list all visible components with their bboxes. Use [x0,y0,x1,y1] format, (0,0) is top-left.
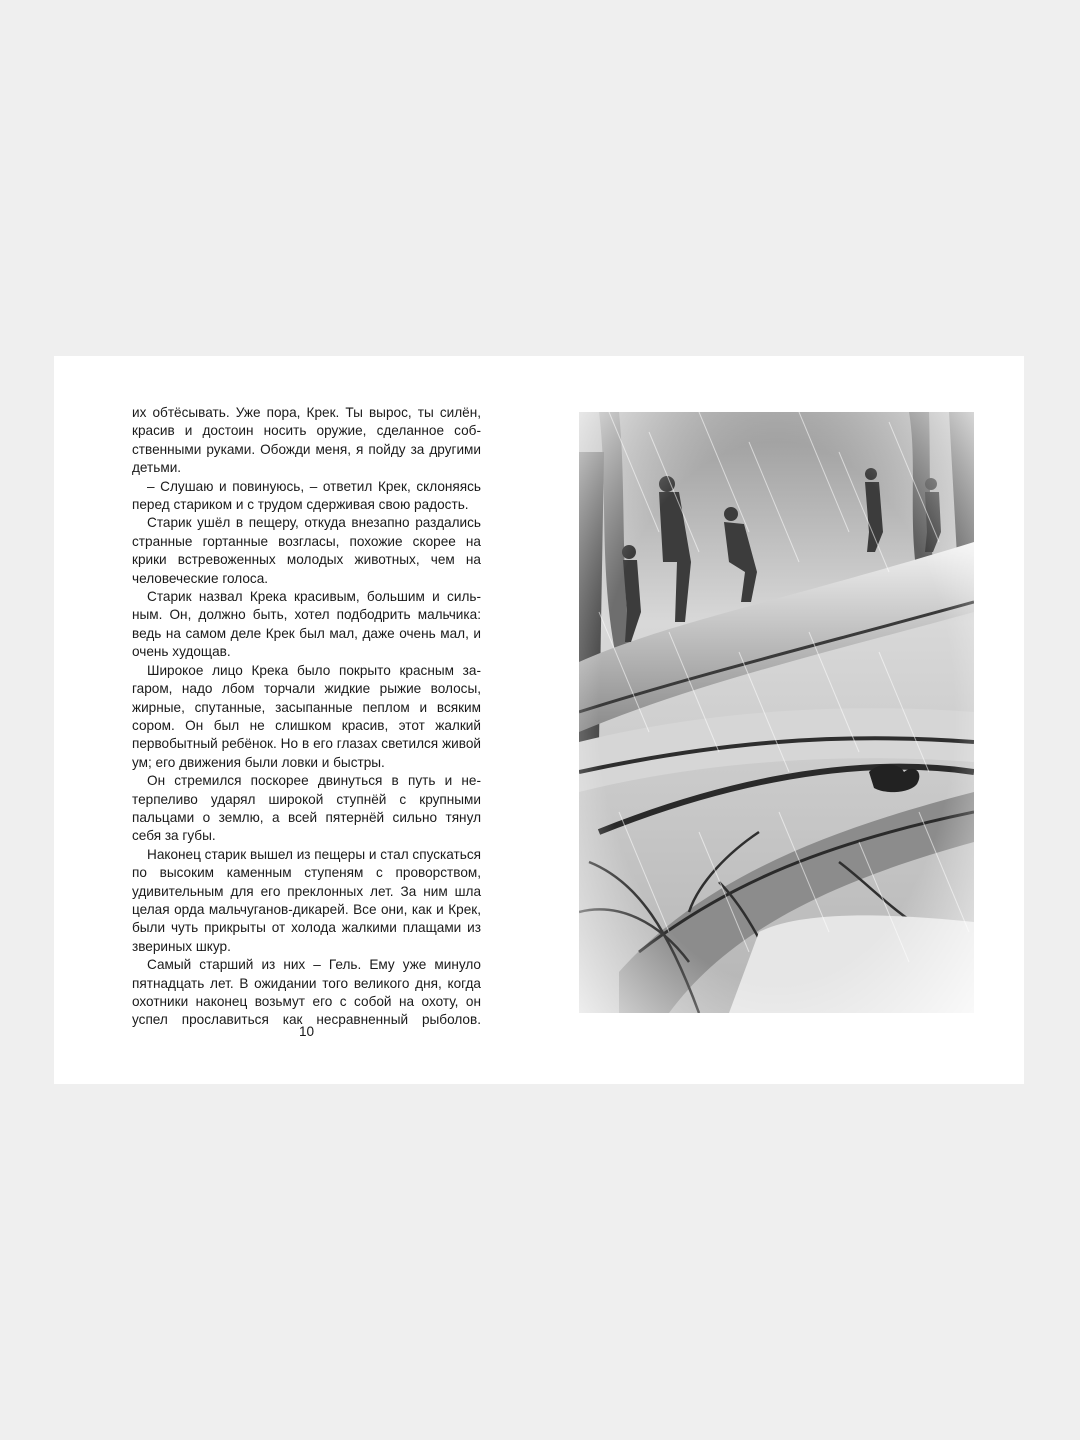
book-spread [54,356,1024,1084]
paragraph-5: Широкое лицо Крека было покрыто красным загаром, надо лбом торчали жидкие рыжие волосы, жирные, спутанные, засыпанные пеплом и всяким сором. Он был не слишком красив, этот жалкий первобытный ребёнок. Но в его глазах светился живой ум; его движения были ловки и быстры. [132,662,481,770]
paragraph-4: Старик назвал Крека красивым, большим и сильным. Он, должно быть, хотел подбодрить мальчика: ведь на самом деле Крек был мал, даже очень мал, и очень худощав. [132,589,481,660]
page-number: 10 [298,1024,315,1039]
paragraph-3: Старик ушёл в пещеру, откуда внезапно раздались странные гортанные возгласы, похожие скорее на крики встревоженных молодых животных, чем на человеческие голоса. [132,515,481,586]
paragraph-1: их обтёсывать. Уже пора, Крек. Ты вырос, ты силён, красив и достоин носить оружие, сделанное собственными руками. Обожди меня, я пойду за другими детьми. [132,405,481,476]
paragraph-6: Он стремился поскорее двинуться в путь и нетерпеливо ударял широкой ступнёй с крупными пальцами о землю, а всей пятернёй сильно тянул себя за губы. [132,773,481,844]
paragraph-2: – Слушаю и повинуюсь, – ответил Крек, склоняясь перед стариком и с трудом сдерживая свою радость. [132,478,481,513]
illustration [579,412,974,1013]
forest-rain-illustration [579,412,974,1013]
text-column [132,404,481,1030]
paragraph-8: Самый старший из них – Гель. Ему уже минуло пятнадцать лет. В ожидании того великого дня, когда охотники наконец возьмут его с собой на охоту, он успел прославиться как несравненный рыболов. [132,957,481,1028]
paragraph-7: Наконец старик вышел из пещеры и стал спускаться по высоким каменным ступеням с проворством, удивительным для его преклонных лет. За ним шла целая орда мальчуганов-дикарей. Все они, как и Крек, были чуть прикрыты от холода жалкими плащами из звериных шкур. [132,846,481,954]
